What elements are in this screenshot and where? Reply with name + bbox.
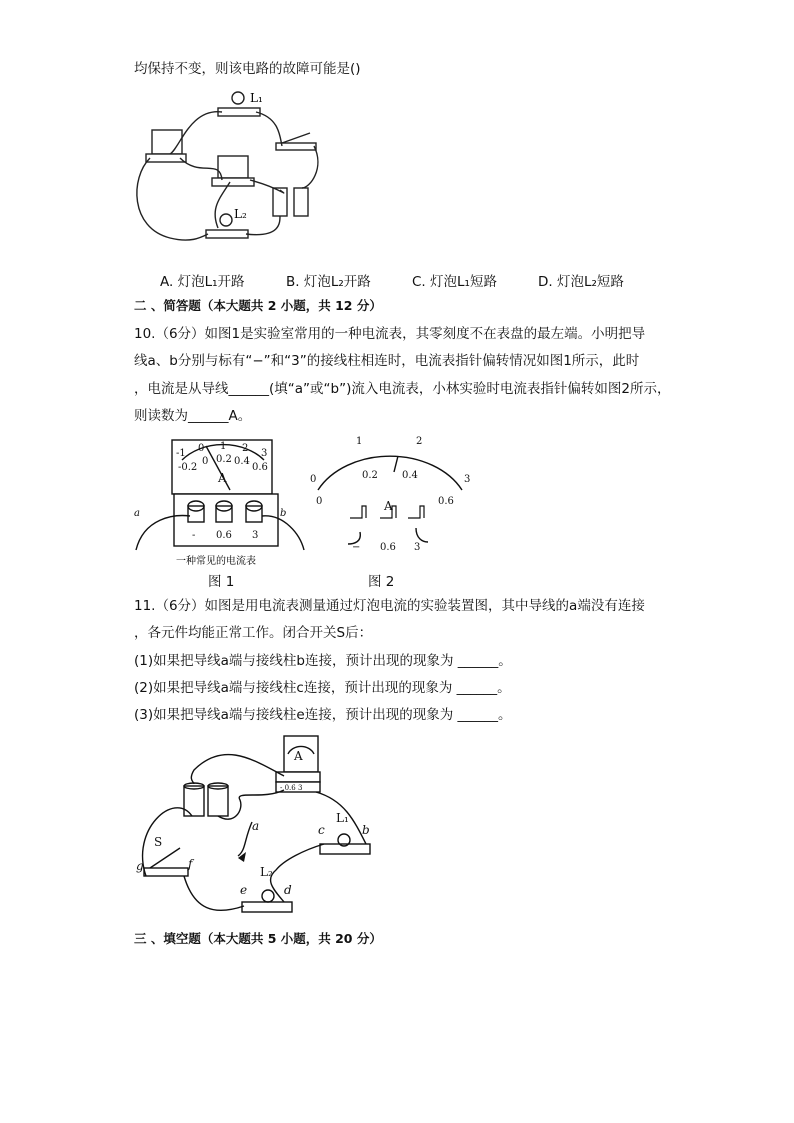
q11-line-2: ，各元件均能正常工作。闭合开关S后： [134, 625, 373, 641]
fig1-bottom-tick-0: 0 [202, 456, 209, 467]
fig2-top-tick-0: 0 [310, 474, 317, 485]
q11-label-g: g [136, 859, 144, 873]
fig2-terminal-minus: − [352, 542, 361, 553]
fig2-terminal-06: 0.6 [380, 542, 396, 553]
fig1-wire-a: a [134, 508, 140, 519]
fig1-top-tick-3: 3 [261, 448, 268, 459]
fig1-terminal-3: 3 [252, 530, 259, 541]
q11-label-a: a [252, 819, 260, 833]
fig1-top-tick-2: 2 [242, 443, 249, 454]
q11-ammeter-label: A [294, 749, 303, 763]
fig1-bottom-tick-m02: -0.2 [178, 462, 198, 473]
q10-line-3: ，电流是从导线______(填“a”或“b”)流入电流表，小林实验时电流表指针偏转如图2所示， [134, 381, 671, 397]
q11-label-switch: S [154, 835, 163, 849]
q11-item-2: (2)如果把导线a端与接线柱c连接，预计出现的现象为 ______。 [134, 680, 511, 696]
q11-item-3: (3)如果把导线a端与接线柱e连接，预计出现的现象为 ______。 [134, 707, 512, 723]
fig2-terminal-3: 3 [414, 542, 421, 553]
fig1-bottom-tick-02: 0.2 [216, 454, 232, 465]
q10-fig2-dial [304, 432, 484, 562]
fig1-subtitle: 一种常见的电流表 [176, 556, 256, 567]
q9-option-b[interactable]: B. 灯泡L₂开路 [286, 274, 371, 290]
q10-line-2: 线a、b分别与标有“−”和“3”的接线柱相连时，电流表指针偏转情况如图1所示，此时 [134, 353, 640, 369]
q11-label-d: d [284, 883, 292, 897]
fig2-bottom-tick-06: 0.6 [438, 496, 454, 507]
fig2-bottom-tick-04: 0.4 [402, 470, 418, 481]
fig1-wire-b: b [280, 508, 287, 519]
q11-label-l2: L₂ [260, 865, 273, 879]
fig2-unit: A [384, 499, 393, 513]
q10-fig1-ammeter [134, 438, 317, 568]
q9-option-a[interactable]: A. 灯泡L₁开路 [160, 274, 245, 290]
section-2-title: 二 、简答题（本大题共 2 小题，共 12 分） [134, 298, 382, 313]
q9-circuit-figure [130, 88, 330, 248]
fig2-top-tick-1: 1 [356, 436, 363, 447]
q9-option-d[interactable]: D. 灯泡L₂短路 [538, 274, 624, 290]
fig2-caption: 图 2 [368, 574, 395, 590]
section-3-title: 三 、填空题（本大题共 5 小题，共 20 分） [134, 931, 382, 946]
fig1-bottom-tick-06: 0.6 [252, 462, 268, 473]
fig2-bottom-tick-0: 0 [316, 496, 323, 507]
q11-label-l1: L₁ [336, 811, 349, 825]
q10-line-4: 则读数为______A。 [134, 408, 252, 424]
fig2-top-tick-2: 2 [416, 436, 423, 447]
q9-label-l2: L₂ [234, 207, 247, 221]
fig1-unit: A [218, 471, 227, 485]
fig2-top-tick-3: 3 [464, 474, 471, 485]
q11-item-1: (1)如果把导线a端与接线柱b连接，预计出现的现象为 ______。 [134, 653, 512, 669]
q11-label-e: e [240, 883, 248, 897]
q11-label-f: f [188, 857, 193, 871]
q9-option-c[interactable]: C. 灯泡L₁短路 [412, 274, 497, 290]
fig2-bottom-tick-02: 0.2 [362, 470, 378, 481]
q11-label-b: b [362, 823, 370, 837]
q11-ammeter-scale: - 0.6 3 [280, 784, 303, 792]
q9-label-l1: L₁ [250, 91, 263, 105]
fig1-top-tick-1: 1 [220, 441, 227, 452]
q11-label-c: c [318, 823, 325, 837]
fig1-caption: 图 1 [208, 574, 235, 590]
q9-stem-tail: 均保持不变，则该电路的故障可能是() [134, 61, 361, 77]
q10-line-1: 10.（6分）如图1是实验室常用的一种电流表，其零刻度不在表盘的最左端。小明把导 [134, 326, 646, 342]
fig1-terminal-06: 0.6 [216, 530, 232, 541]
fig1-bottom-tick-04: 0.4 [234, 456, 250, 467]
fig1-top-tick-m1: -1 [176, 448, 186, 459]
q11-line-1: 11.（6分）如图是用电流表测量通过灯泡电流的实验装置图，其中导线的a端没有连接 [134, 598, 645, 614]
fig1-terminal-minus: - [192, 530, 196, 541]
fig1-top-tick-0: 0 [198, 443, 205, 454]
q11-circuit-figure [134, 730, 374, 920]
